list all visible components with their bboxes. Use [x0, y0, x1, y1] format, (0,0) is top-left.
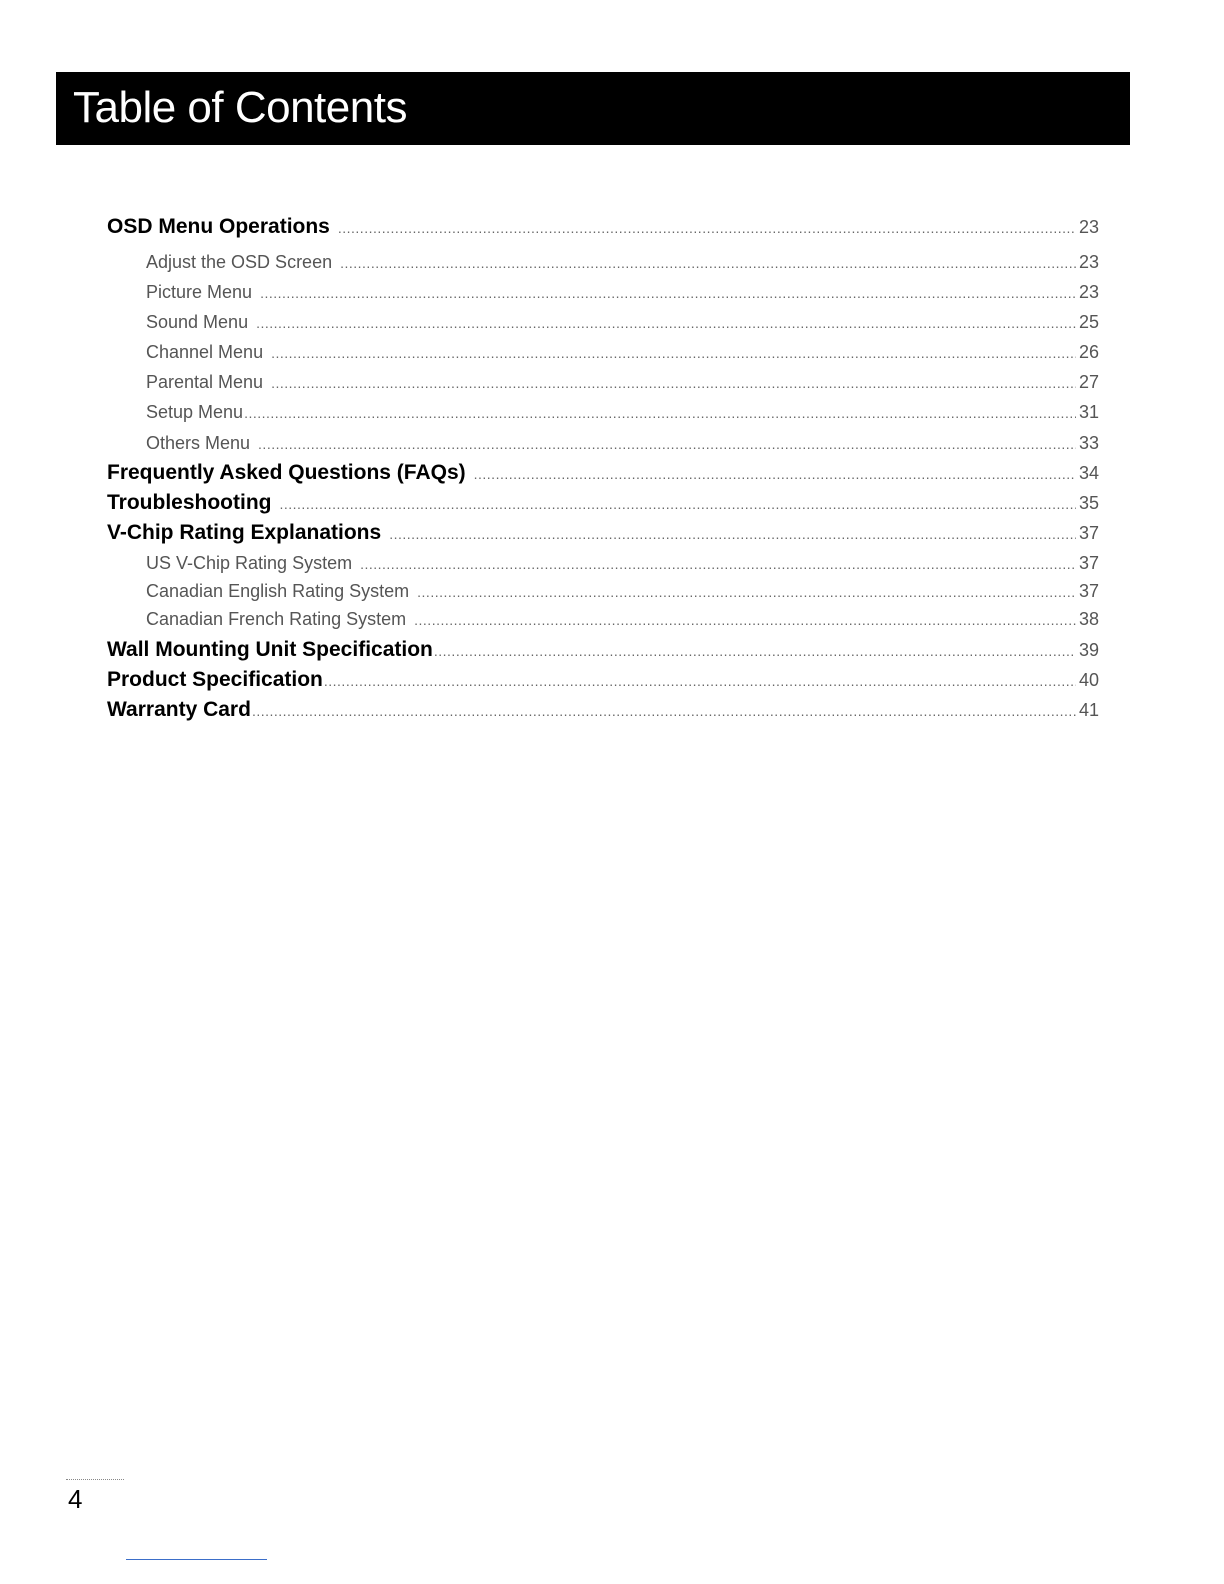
toc-entry-page: 23	[1078, 252, 1099, 272]
toc-entry-page: 35	[1078, 493, 1099, 513]
toc-entry-label: OSD Menu Operations	[107, 215, 330, 238]
dot-leader	[474, 466, 1076, 482]
dot-leader	[256, 315, 1076, 331]
toc-entry-label: Warranty Card	[107, 698, 251, 721]
toc-entry-canadian-english-rating-system[interactable]	[146, 581, 1099, 602]
toc-entry-page: 38	[1078, 609, 1099, 629]
toc-entry-page: 40	[1078, 670, 1099, 690]
title-bar	[56, 72, 1130, 145]
toc-entry-setup-menu[interactable]	[146, 402, 1099, 423]
toc-entry-page: 37	[1078, 523, 1099, 543]
dot-leader	[417, 584, 1076, 600]
toc-entry-page: 27	[1078, 372, 1099, 392]
toc-entry-channel-menu[interactable]	[146, 342, 1099, 363]
toc-entry-label: Canadian French Rating System	[146, 609, 407, 629]
toc-entry-page: 37	[1078, 553, 1099, 573]
toc-entry-label: Adjust the OSD Screen	[146, 252, 333, 272]
toc-entry-us-vchip-rating-system[interactable]	[146, 553, 1099, 574]
toc-entry-label: Product Specification	[107, 668, 323, 691]
toc-entry-label: Picture Menu	[146, 282, 253, 302]
toc-entry-label: Frequently Asked Questions (FAQs)	[107, 461, 466, 484]
toc-entry-others-menu[interactable]	[146, 433, 1099, 454]
toc-entry-label: Sound Menu	[146, 312, 249, 332]
dot-leader	[244, 405, 1076, 421]
toc-entry-parental-menu[interactable]	[146, 372, 1099, 393]
toc-entry-page: 34	[1078, 463, 1099, 483]
dot-leader	[279, 496, 1075, 512]
toc-entry-wall-mounting-unit-specification[interactable]	[107, 638, 1099, 662]
toc-entry-adjust-osd-screen[interactable]	[146, 252, 1099, 273]
toc-entry-product-specification[interactable]	[107, 668, 1099, 692]
toc-entry-canadian-french-rating-system[interactable]	[146, 609, 1099, 630]
toc-entry-label: Others Menu	[146, 433, 251, 453]
dot-leader	[360, 556, 1076, 572]
bottom-rule	[126, 1559, 267, 1560]
dot-leader	[258, 436, 1076, 452]
dot-leader	[324, 673, 1076, 689]
toc-entry-page: 41	[1078, 700, 1099, 720]
toc-entry-warranty-card[interactable]	[107, 698, 1099, 722]
page-number: 4	[68, 1484, 83, 1514]
toc-entry-label: Channel Menu	[146, 342, 264, 362]
toc-entry-label: Wall Mounting Unit Specification	[107, 638, 433, 661]
page-title: Table of Contents	[73, 83, 407, 132]
toc-entry-label: Canadian English Rating System	[146, 581, 410, 601]
toc-entry-sound-menu[interactable]	[146, 312, 1099, 333]
toc-entry-page: 25	[1078, 312, 1099, 332]
toc-entry-page: 31	[1078, 402, 1099, 422]
dot-leader	[338, 220, 1076, 236]
toc-entry-label: US V-Chip Rating System	[146, 553, 353, 573]
dot-leader	[252, 703, 1076, 719]
toc-entry-faqs[interactable]	[107, 461, 1099, 485]
toc-entry-page: 39	[1078, 640, 1099, 660]
toc-entry-label: V-Chip Rating Explanations	[107, 521, 382, 544]
page-number-rule	[66, 1479, 124, 1480]
toc-entry-page: 37	[1078, 581, 1099, 601]
dot-leader	[271, 345, 1076, 361]
dot-leader	[340, 255, 1076, 271]
toc-entry-troubleshooting[interactable]	[107, 491, 1099, 515]
dot-leader	[260, 285, 1076, 301]
toc-entry-label: Parental Menu	[146, 372, 264, 392]
toc-entry-page: 33	[1078, 433, 1099, 453]
toc-entry-page: 23	[1078, 282, 1099, 302]
toc-entry-label: Troubleshooting	[107, 491, 272, 514]
toc-entry-label: Setup Menu	[146, 402, 244, 422]
dot-leader	[414, 612, 1076, 628]
dot-leader	[389, 526, 1076, 542]
toc-entry-picture-menu[interactable]	[146, 282, 1099, 303]
toc-entry-page: 23	[1078, 217, 1099, 237]
toc-entry-vchip-rating-explanations[interactable]	[107, 521, 1099, 545]
dot-leader	[271, 375, 1076, 391]
toc-entry-osd-menu-operations[interactable]	[107, 215, 1099, 239]
toc-entry-page: 26	[1078, 342, 1099, 362]
dot-leader	[434, 643, 1076, 659]
